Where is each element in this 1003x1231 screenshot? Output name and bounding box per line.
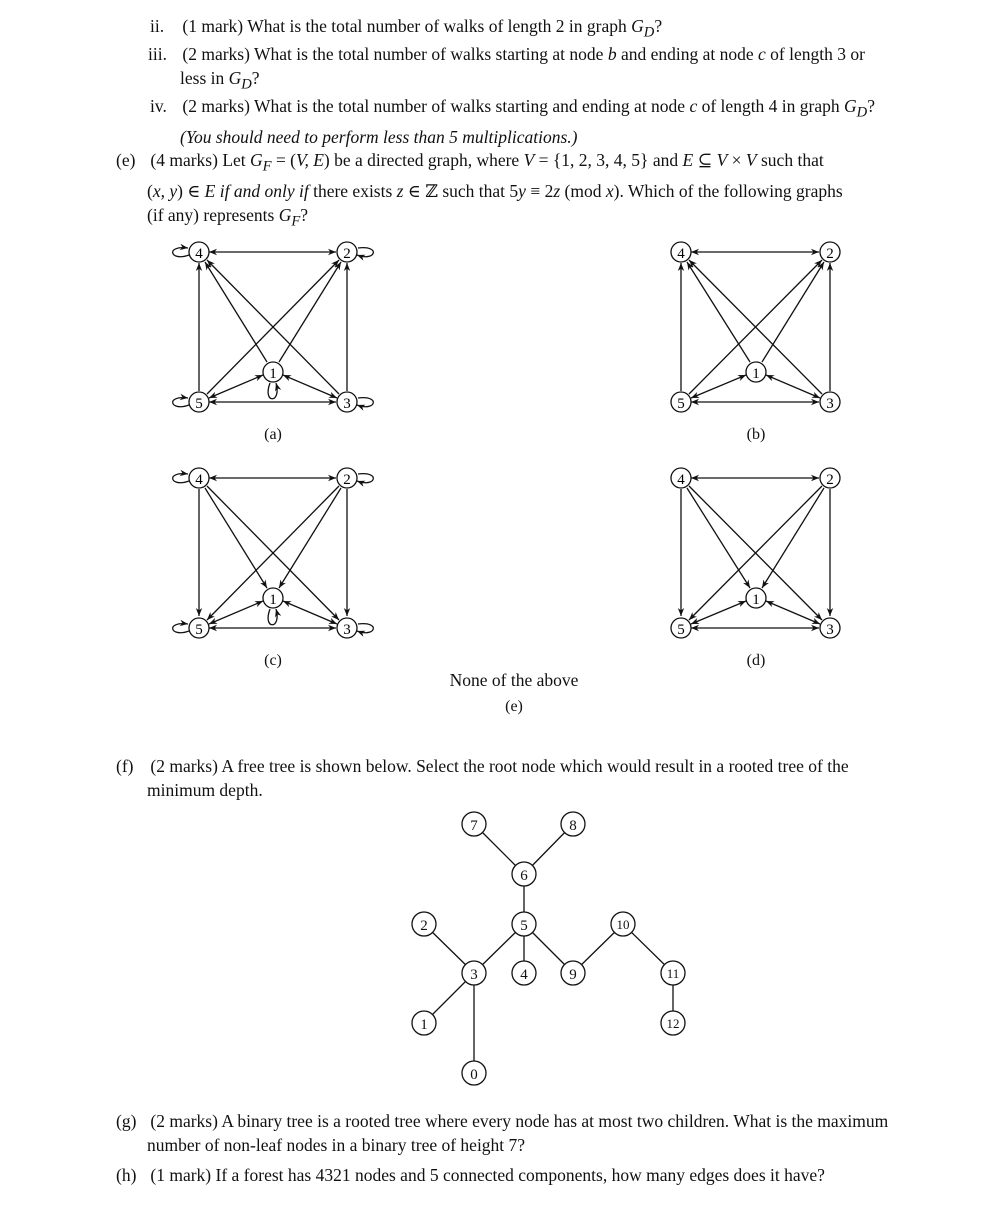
question-text: Let $G_F = (V$, E) be a directed graph, where V = {1, 2, 3, 4, 5} and E ⊆ V × V such that [222,150,824,175]
graph-option-a[interactable] [160,230,390,420]
node-label: 2 [826,246,834,262]
node-label: 3 [343,622,351,638]
graph-option-d[interactable] [660,456,860,646]
question-marks: (2 marks) [182,44,250,64]
question-text: What is the total number of walks starting and ending at node c of length 4 in graph $G_D$? [254,96,875,121]
tree-node-9: 9 [569,967,577,983]
question-marks: (2 marks) [150,1111,218,1131]
question-marks: (1 mark) [150,1165,212,1185]
question-text-line2: number of non-leaf nodes in a binary tree of height 7? [147,1135,526,1155]
option-label-d[interactable]: (d) [746,652,766,669]
tree-node-1: 1 [420,1017,428,1033]
tree-node-6: 6 [520,868,528,884]
question-text: A binary tree is a rooted tree where every node has at most two children. What is the maximum [221,1111,889,1131]
tree-node-0: 0 [470,1067,478,1083]
node-label: 5 [677,622,685,638]
question-label: (f) [116,756,134,776]
node-label: 5 [195,622,203,638]
node-label: 3 [826,396,834,412]
tree-node-12: 12 [666,1016,680,1031]
node-label: 5 [677,396,685,412]
question-hint: (You should need to perform less than 5 multiplications.) [180,126,578,147]
question-d-iv [150,94,960,149]
question-text: A free tree is shown below. Select the root node which would result in a rooted tree of the [221,756,849,776]
question-text-line3: (if any) represents $G_F$? [147,204,309,229]
node-label: 1 [269,592,277,608]
graph-option-c[interactable] [160,456,390,646]
option-none-text[interactable]: None of the above [449,670,579,690]
question-text-line2: less in $G_D$? [180,68,260,93]
question-text-line2: minimum depth. [147,780,263,800]
tree-node-8: 8 [569,818,577,834]
node-label: 1 [752,366,760,382]
question-text: If a forest has 4321 nodes and 5 connected components, how many edges does it have? [215,1165,825,1185]
tree-node-3: 3 [470,967,478,983]
node-label: 3 [343,396,351,412]
question-text: What is the total number of walks starting at node b and ending at node c of length 3 or [254,44,865,64]
question-marks: (4 marks) [150,150,218,170]
question-label: ii. [150,16,165,36]
question-d-ii [150,14,662,45]
free-tree-diagram [400,805,700,1095]
node-label: 4 [677,472,685,488]
question-marks: (2 marks) [150,756,218,776]
node-label: 4 [677,246,685,262]
node-label: 3 [826,622,834,638]
node-label: 1 [269,366,277,382]
question-g [116,1109,956,1157]
question-text-line2: (x, y) ∈ E if and only if there exists z ∈ ℤ such that 5y ≡ 2z (mod x). Which of the following graphs [147,180,843,201]
graph-option-b[interactable] [660,230,860,420]
tree-node-4: 4 [520,967,528,983]
question-label: (g) [116,1111,137,1131]
node-label: 4 [195,472,203,488]
question-e [116,148,956,233]
tree-node-11: 11 [666,966,680,981]
node-label: 5 [195,396,203,412]
question-label: (e) [116,150,136,170]
node-label: 2 [826,472,834,488]
tree-node-5: 5 [520,918,528,934]
option-label-a[interactable]: (a) [264,426,282,443]
node-label: 2 [343,472,351,488]
question-label: iii. [148,44,167,64]
option-label-b[interactable]: (b) [746,426,766,443]
question-marks: (2 marks) [182,96,250,116]
tree-node-7: 7 [470,818,478,834]
node-label: 2 [343,246,351,262]
node-label: 4 [195,246,203,262]
tree-node-2: 2 [420,918,428,934]
question-f [116,754,956,802]
question-d-iii [148,42,958,97]
option-label-c[interactable]: (c) [264,652,282,669]
question-h [116,1163,956,1187]
option-label-e[interactable]: (e) [505,698,523,715]
question-label: iv. [150,96,167,116]
node-label: 1 [752,592,760,608]
question-label: (h) [116,1165,137,1185]
question-text: What is the total number of walks of length 2 in graph $G_D$? [247,16,663,41]
question-marks: (1 mark) [182,16,244,36]
tree-node-10: 10 [616,917,630,932]
